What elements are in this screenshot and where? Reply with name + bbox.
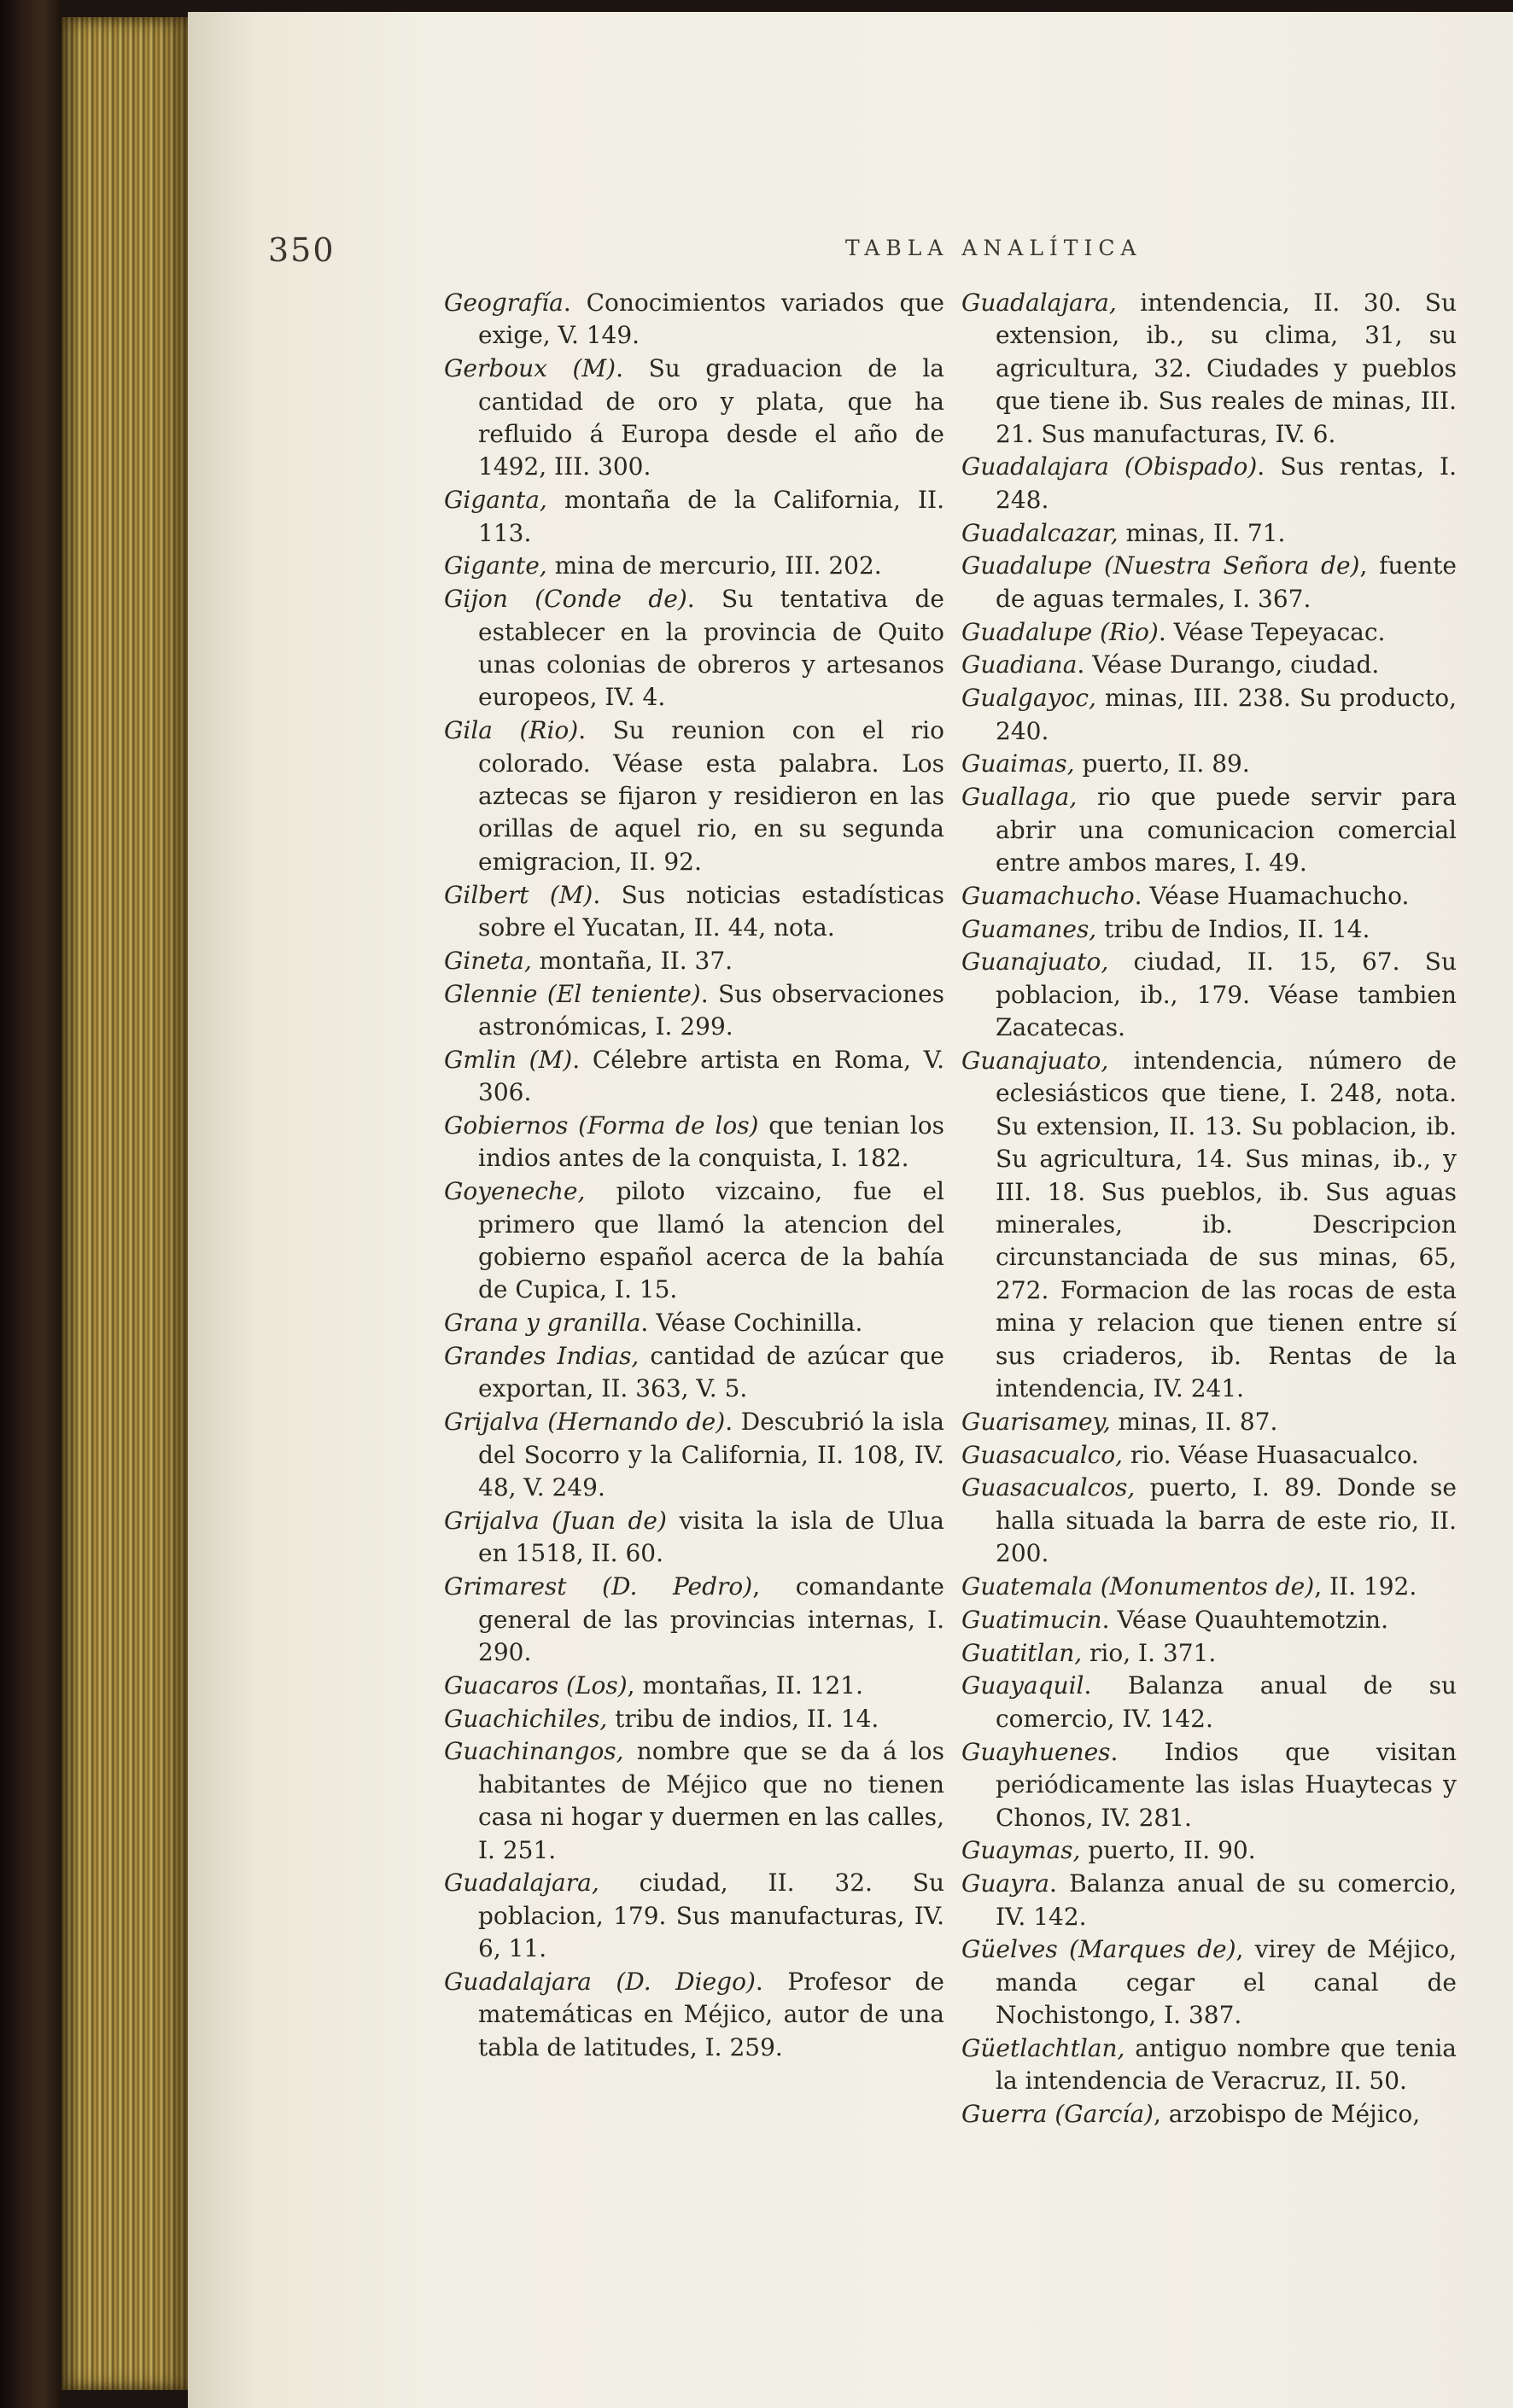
- index-entry-text: . Conocimientos variados que exige, V. 149.: [478, 289, 944, 350]
- index-entry: [961, 1571, 1457, 1603]
- index-entry-text: . Balanza anual de su comercio, IV. 142.: [996, 1671, 1457, 1733]
- index-entry: [444, 1670, 944, 1702]
- index-entry: [961, 946, 1457, 1044]
- index-entry: [961, 748, 1457, 780]
- index-entry: [961, 1834, 1457, 1867]
- page-edges: [61, 17, 188, 2390]
- index-entry: [961, 1868, 1457, 1933]
- index-entry: [961, 550, 1457, 615]
- index-headword: Guadalajara,: [444, 1869, 599, 1898]
- index-entry-text: . Sus observaciones astronómicas, I. 299.: [478, 979, 945, 1041]
- index-entry-text: . Su reunion con el rio colorado. Véase esta palabra. Los aztecas se fijaron y residieron en las orillas de aquel rio, en su segunda emigracion, II. 92.: [478, 716, 944, 876]
- index-entry: [444, 353, 944, 484]
- index-entry-text: minas, II. 87.: [1110, 1407, 1278, 1436]
- index-entry: [961, 451, 1457, 516]
- index-entry-text: . Célebre artista en Roma, V. 306.: [478, 1045, 944, 1107]
- index-headword: Guarisamey,: [961, 1407, 1111, 1436]
- index-entry-text: intendencia, número de eclesiásticos que tiene, I. 248, nota. Su extension, II. 13. Su poblacion, ib. Su agricultura, 14. Sus minas, ib., y III. 18. Sus pueblos, ib. Sus aguas minerales, ib. Descripcion circunstanciada de sus minas, 65, 272. Formacion de las rocas de esta mina y relacion que tienen entre sí sus criaderos, ib. Rentas de la intendencia, IV. 241.: [996, 1047, 1457, 1403]
- index-entry: [961, 1933, 1457, 2032]
- index-entry: [444, 1110, 944, 1175]
- index-headword: Guadalajara (Obispado): [961, 452, 1258, 481]
- index-entry-text: piloto vizcaino, fue el primero que llamó la atencion del gobierno español acerca de la bahía de Cupica, I. 15.: [478, 1177, 944, 1304]
- index-headword: Guadalajara (D. Diego): [444, 1967, 756, 1996]
- index-entry: [444, 1735, 944, 1867]
- index-headword: Glennie (El teniente): [444, 979, 701, 1008]
- index-entry: [444, 1175, 944, 1307]
- index-headword: Guaymas,: [961, 1836, 1081, 1865]
- index-entry: [444, 583, 944, 714]
- index-column-left: [444, 287, 944, 2065]
- index-column-right: [961, 287, 1457, 2131]
- index-headword: Guadalupe (Nuestra Señora de): [961, 551, 1360, 580]
- index-headword: Guerra (García): [961, 2100, 1154, 2129]
- index-entry-text: que tenian los indios antes de la conquista, I. 182.: [478, 1111, 944, 1173]
- index-headword: Grimarest (D. Pedro): [444, 1572, 753, 1601]
- index-headword: Guatemala (Monumentos de): [961, 1572, 1315, 1601]
- index-entry-text: rio que puede servir para abrir una comunicacion comercial entre ambos mares, I. 49.: [996, 783, 1457, 877]
- index-entry-text: . Sus rentas, I. 248.: [996, 452, 1457, 514]
- index-headword: Guayra: [961, 1869, 1049, 1898]
- index-headword: Gmlin (M): [444, 1045, 573, 1074]
- index-entry: [444, 1307, 944, 1339]
- index-entry-text: nombre que se da á los habitantes de Méjico que no tienen casa ni hogar y duermen en las calles, I. 251.: [478, 1737, 944, 1864]
- index-headword: Gineta,: [444, 946, 532, 975]
- index-entry: [961, 682, 1457, 748]
- index-entry-text: puerto, II. 90.: [1080, 1836, 1256, 1865]
- index-entry: [444, 879, 944, 945]
- index-entry-text: minas, II. 71.: [1118, 518, 1286, 547]
- index-entry: [444, 714, 944, 878]
- index-entry-text: , montañas, II. 121.: [627, 1670, 864, 1700]
- page-number: 350: [268, 231, 336, 269]
- index-headword: Guallaga,: [961, 783, 1078, 812]
- index-headword: Guacaros (Los): [444, 1670, 628, 1700]
- index-headword: Guadalupe (Rio): [961, 617, 1159, 646]
- index-headword: Gigante,: [444, 551, 547, 580]
- index-entry: [961, 1406, 1457, 1438]
- index-headword: Guamanes,: [961, 914, 1097, 943]
- index-entry-text: rio. Véase Huasacualco.: [1122, 1440, 1419, 1469]
- index-entry-text: . Su tentativa de establecer en la provincia de Quito unas colonias de obreros y artesanos europeos, IV. 4.: [478, 585, 944, 712]
- index-entry: [961, 2098, 1457, 2131]
- index-entry-text: ciudad, II. 15, 67. Su poblacion, ib., 179. Véase tambien Zacatecas.: [996, 947, 1457, 1042]
- index-headword: Grijalva (Hernando de): [444, 1408, 726, 1437]
- index-headword: Guanajuato,: [961, 1047, 1109, 1076]
- index-entry-text: . Sus noticias estadísticas sobre el Yucatan, II. 44, nota.: [478, 880, 944, 942]
- index-entry: [961, 1045, 1457, 1405]
- index-entry: [444, 550, 944, 582]
- index-entry-text: , virey de Méjico, manda cegar el canal de Nochistongo, I. 387.: [996, 1935, 1457, 2030]
- index-headword: Guatimucin: [961, 1605, 1102, 1634]
- index-headword: Guatitlan,: [961, 1638, 1083, 1667]
- index-entry: [444, 978, 944, 1044]
- index-entry: [444, 1867, 944, 1965]
- index-entry-text: . Véase Cochinilla.: [640, 1309, 863, 1338]
- index-headword: Guachichiles,: [444, 1704, 608, 1733]
- index-entry: [961, 616, 1457, 649]
- index-entry-text: , fuente de aguas termales, I. 367.: [996, 551, 1457, 613]
- index-entry: [444, 1703, 944, 1735]
- index-entry-text: tribu de Indios, II. 14.: [1096, 914, 1370, 943]
- index-entry-text: , comandante general de las provincias internas, I. 290.: [478, 1572, 944, 1666]
- index-headword: Goyeneche,: [444, 1177, 586, 1206]
- index-entry: [444, 484, 944, 550]
- index-headword: Guadiana: [961, 650, 1078, 679]
- index-entry-text: . Balanza anual de su comercio, IV. 142.: [996, 1869, 1457, 1931]
- index-entry-text: , arzobispo de Méjico,: [1153, 2100, 1421, 2129]
- index-headword: Guanajuato,: [961, 947, 1109, 977]
- index-entry: [444, 1340, 944, 1406]
- index-headword: Gobiernos (Forma de los): [444, 1111, 759, 1140]
- index-entry-text: intendencia, II. 30. Su extension, ib., su clima, 31, su agricultura, 32. Ciudades y pueblos que tiene ib. Sus reales de minas, III. 21. Sus manufacturas, IV. 6.: [996, 289, 1457, 448]
- index-entry-text: . Véase Tepeyacac.: [1158, 617, 1386, 646]
- index-entry: [961, 649, 1457, 681]
- book-spine: [0, 0, 61, 2408]
- index-entry-text: puerto, II. 89.: [1074, 749, 1250, 778]
- index-entry: [961, 2032, 1457, 2098]
- index-headword: Guasacualcos,: [961, 1473, 1136, 1502]
- running-head: TABLA ANALÍTICA: [845, 236, 1142, 260]
- index-entry: [444, 1966, 944, 2064]
- index-entry-text: , II. 192.: [1314, 1572, 1417, 1601]
- index-headword: Güetlachtlan,: [961, 2033, 1125, 2062]
- index-headword: Guayaquil: [961, 1671, 1084, 1700]
- index-headword: Guachinangos,: [444, 1737, 624, 1766]
- index-entry-text: mina de mercurio, III. 202.: [546, 551, 882, 580]
- index-entry-text: minas, III. 238. Su producto, 240.: [996, 684, 1457, 745]
- index-entry: [961, 781, 1457, 879]
- index-headword: Guayhuenes: [961, 1737, 1111, 1766]
- index-entry: [961, 1637, 1457, 1670]
- index-entry: [444, 1505, 944, 1571]
- index-entry-text: rio, I. 371.: [1082, 1638, 1217, 1667]
- index-entry-text: ciudad, II. 32. Su poblacion, 179. Sus manufacturas, IV. 6, 11.: [478, 1869, 944, 1963]
- index-entry: [444, 287, 944, 353]
- index-entry-text: montaña, II. 37.: [531, 946, 733, 975]
- index-headword: Guamachucho: [961, 881, 1135, 910]
- index-entry: [961, 1472, 1457, 1570]
- index-entry: [444, 1044, 944, 1110]
- index-entry-text: . Véase Durango, ciudad.: [1077, 650, 1380, 679]
- index-headword: Gualgayoc,: [961, 684, 1096, 713]
- index-entry-text: . Descubrió la isla del Socorro y la California, II. 108, IV. 48, V. 249.: [478, 1408, 944, 1502]
- index-headword: Grandes Indias,: [444, 1342, 640, 1371]
- index-entry: [444, 945, 944, 977]
- index-headword: Gijon (Conde de): [444, 585, 687, 614]
- index-headword: Gerboux (M): [444, 354, 616, 383]
- index-entry: [961, 287, 1457, 451]
- index-entry: [961, 1670, 1457, 1735]
- index-entry-text: . Véase Huamachucho.: [1134, 881, 1410, 910]
- index-entry: [961, 913, 1457, 946]
- index-entry: [444, 1406, 944, 1504]
- index-headword: Guadalajara,: [961, 289, 1117, 317]
- index-entry: [961, 880, 1457, 912]
- index-entry-text: cantidad de azúcar que exportan, II. 363, V. 5.: [478, 1342, 944, 1403]
- index-entry: [961, 1604, 1457, 1636]
- index-entry-text: . Véase Quauhtemotzin.: [1101, 1605, 1388, 1634]
- index-entry-text: montaña de la California, II. 113.: [478, 486, 944, 547]
- index-headword: Guaimas,: [961, 749, 1075, 778]
- index-headword: Guadalcazar,: [961, 518, 1119, 547]
- index-headword: Gila (Rio): [444, 716, 579, 745]
- index-entry: [961, 517, 1457, 550]
- index-entry: [961, 1736, 1457, 1834]
- index-entry: [444, 1571, 944, 1669]
- index-entry-text: . Su graduacion de la cantidad de oro y plata, que ha refluido á Europa desde el año de 1492, III. 300.: [478, 354, 944, 481]
- index-headword: Gilbert (M): [444, 880, 593, 909]
- index-headword: Grijalva (Juan de): [444, 1506, 667, 1535]
- index-headword: Güelves (Marques de): [961, 1935, 1236, 1964]
- index-headword: Grana y granilla: [444, 1309, 641, 1338]
- index-entry-text: tribu de indios, II. 14.: [607, 1704, 879, 1733]
- index-entry-text: puerto, I. 89. Donde se halla situada la barra de este rio, II. 200.: [996, 1473, 1457, 1568]
- index-entry-text: . Profesor de matemáticas en Méjico, autor de una tabla de latitudes, I. 259.: [478, 1967, 944, 2061]
- index-headword: Giganta,: [444, 486, 547, 515]
- index-headword: Geografía: [444, 289, 564, 317]
- index-entry: [961, 1439, 1457, 1472]
- index-entry-text: . Indios que visitan periódicamente las islas Huaytecas y Chonos, IV. 281.: [996, 1737, 1457, 1832]
- index-headword: Guasacualco,: [961, 1440, 1123, 1469]
- index-entry-text: antiguo nombre que tenia la intendencia de Veracruz, II. 50.: [996, 2033, 1457, 2096]
- index-entry-text: visita la isla de Ulua en 1518, II. 60.: [478, 1506, 944, 1568]
